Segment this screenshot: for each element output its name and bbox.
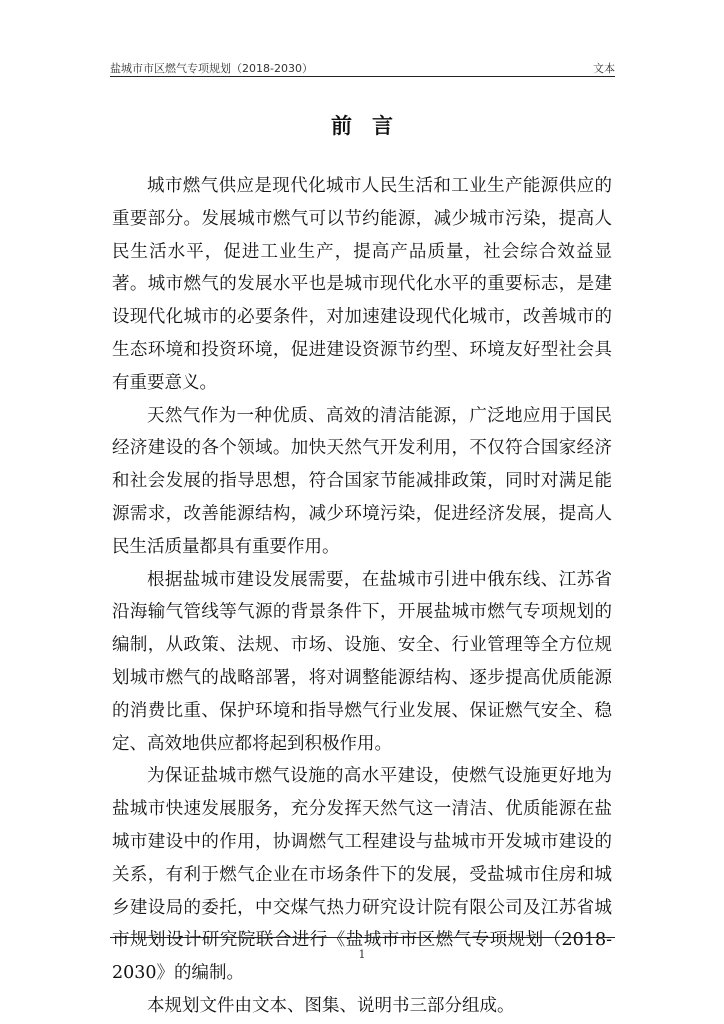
page-header <box>110 58 615 77</box>
footer-divider <box>110 937 615 938</box>
paragraph: 城市燃气供应是现代化城市人民生活和工业生产能源供应的重要部分。发展城市燃气可以节约能源，减少城市污染，提高人民生活水平，促进工业生产，提高产品质量，社会综合效益显著。城市燃气的发展水平也是城市现代化水平的重要标志，是建设现代化城市的必要条件，对加速建设现代化城市，改善城市的生态环境和投资环境，促进建设资源节约型、环境友好型社会具有重要意义。 <box>112 176 612 393</box>
header-document-title: 盐城市市区燃气专项规划（2018-2030） <box>110 62 313 75</box>
header-section-label: 文本 <box>593 62 615 75</box>
page-number: 1 <box>358 948 366 961</box>
body-text <box>112 170 612 1023</box>
paragraph: 本规划文件由文本、图集、说明书三部分组成。 <box>147 995 515 1016</box>
page-title: 前言 <box>331 114 413 138</box>
paragraph: 天然气作为一种优质、高效的清洁能源，广泛地应用于国民经济建设的各个领域。加快天然气开发利用，不仅符合国家经济和社会发展的指导思想，符合国家节能减排政策，同时对满足能源需求，改善能源结构，减少环境污染，促进经济发展，提高人民生活质量都具有重要作用。 <box>112 405 612 557</box>
paragraph: 为保证盐城市燃气设施的高水平建设，使燃气设施更好地为盐城市快速发展服务，充分发挥天然气这一清洁、优质能源在盐城市建设中的作用，协调燃气工程建设与盐城市开发城市建设的关系，有利于燃气企业在市场条件下的发展，受盐城市住房和城乡建设局的委托，中交煤气热力研究设计院有限公司及江苏省城市规划设计研究院联合进行《盐城市市区燃气专项规划（2018-2030》的编制。 <box>112 766 612 984</box>
paragraph: 根据盐城市建设发展需要，在盐城市引进中俄东线、江苏省沿海输气管线等气源的背景条件下，开展盐城市燃气专项规划的编制，从政策、法规、市场、设施、安全、行业管理等全方位规划城市燃气的战略部署，将对调整能源结构、逐步提高优质能源的消费比重、保护环境和指导燃气行业发展、保证燃气安全、稳定、高效地供应都将起到积极作用。 <box>112 569 612 754</box>
